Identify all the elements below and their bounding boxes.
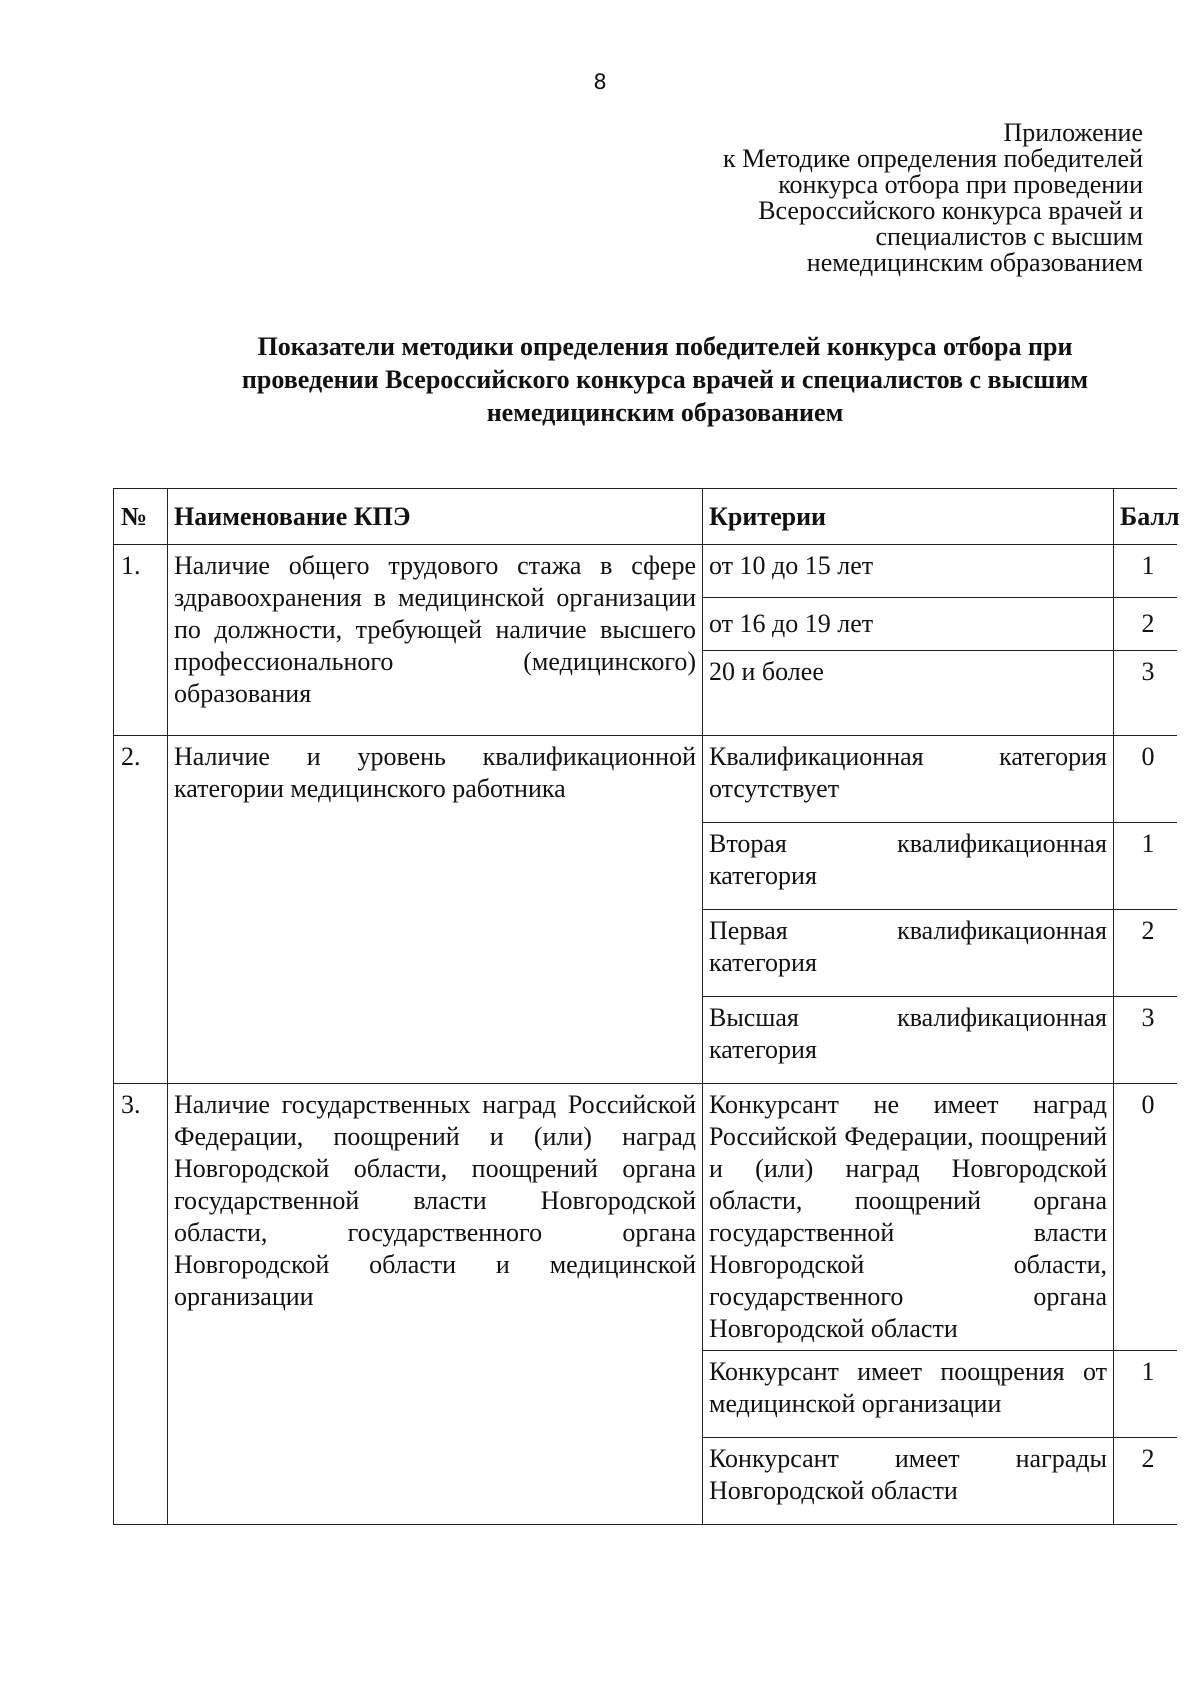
score: 2 <box>1114 598 1177 651</box>
appendix-note <box>543 120 1143 276</box>
header-score: Балл <box>1114 489 1177 545</box>
row-num: 2. <box>114 736 168 1084</box>
appendix-line: немедицинским образованием <box>806 248 1143 277</box>
criterion: Конкурсант не имеет наград Российской Федерации, поощрений и (или) наград Новгородской области, поощрений органа государственной власти Новгородской области, государственного органа Новгородской области <box>703 1084 1114 1351</box>
criterion: Конкурсант имеет поощрения от медицинской организации <box>703 1351 1114 1438</box>
kpe-name: Наличие и уровень квалификационной категории медицинского работника <box>168 736 703 1084</box>
criterion: 20 и более <box>703 651 1114 736</box>
table-row <box>114 545 1177 598</box>
score: 0 <box>1114 1084 1177 1351</box>
appendix-line: конкурса отбора при проведении <box>778 170 1143 199</box>
criterion: Высшая квалификационная категория <box>703 997 1114 1084</box>
criterion: Вторая квалификационная категория <box>703 823 1114 910</box>
header-criteria: Критерии <box>703 489 1114 545</box>
table-row <box>114 736 1177 823</box>
header-num: № <box>114 489 168 545</box>
page-number: 8 <box>593 70 607 94</box>
score: 3 <box>1114 997 1177 1084</box>
kpe-name: Наличие государственных наград Российской Федерации, поощрений и (или) наград Новгородской области, поощрений органа государственной власти Новгородской области, государственного органа Новгородской области и медицинской организации <box>168 1084 703 1525</box>
row-num: 1. <box>114 545 168 736</box>
criterion: Первая квалификационная категория <box>703 910 1114 997</box>
score: 1 <box>1114 1351 1177 1438</box>
header-name: Наименование КПЭ <box>168 489 703 545</box>
score: 1 <box>1114 823 1177 910</box>
criterion: от 10 до 15 лет <box>703 545 1114 598</box>
kpe-name: Наличие общего трудового стажа в сфере здравоохранения в медицинской организации по должности, требующей наличие высшего профессионального (медицинского) образования <box>168 545 703 736</box>
appendix-line: Всероссийского конкурса врачей и <box>758 196 1143 225</box>
table-row <box>114 1084 1177 1351</box>
score: 3 <box>1114 651 1177 736</box>
score: 1 <box>1114 545 1177 598</box>
appendix-line: Приложение <box>1003 118 1143 147</box>
score: 2 <box>1114 910 1177 997</box>
appendix-line: специалистов с высшим <box>875 222 1143 251</box>
score: 2 <box>1114 1438 1177 1525</box>
table-header-row <box>114 489 1177 545</box>
document-title: Показатели методики определения победителей конкурса отбора при проведении Всероссийского конкурса врачей и специалистов с высшим немедицинским образованием <box>241 332 1089 427</box>
score: 0 <box>1114 736 1177 823</box>
kpe-table <box>113 488 1180 1525</box>
criterion: Конкурсант имеет награды Новгородской области <box>703 1438 1114 1525</box>
row-num: 3. <box>114 1084 168 1525</box>
criterion: от 16 до 19 лет <box>703 598 1114 651</box>
criterion: Квалификационная категория отсутствует <box>703 736 1114 823</box>
appendix-line: к Методике определения победителей <box>722 144 1143 173</box>
